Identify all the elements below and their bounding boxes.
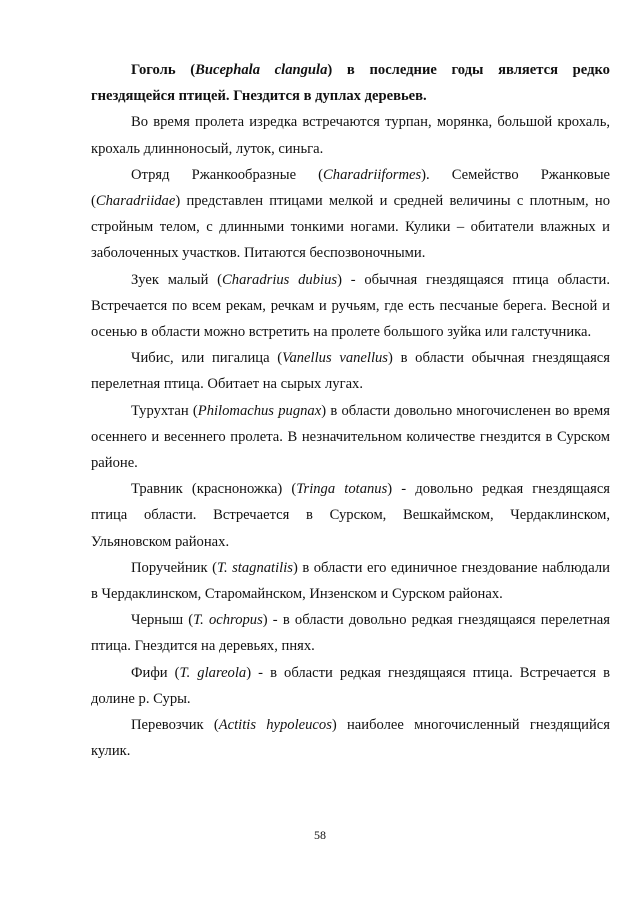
page-number: 58 bbox=[314, 828, 326, 842]
paragraph bbox=[91, 267, 610, 346]
paragraph bbox=[91, 607, 610, 659]
text-run: ) представлен птицами мелкой и средней величины с плотным, но стройным телом, с длинными тонкими ногами. Кулики – обитатели влажных и заболоченных участков. Питаются беспозвоночными. bbox=[91, 193, 610, 262]
latin-name: Charadrius dubius bbox=[222, 271, 338, 288]
paragraph bbox=[91, 660, 610, 712]
paragraph bbox=[91, 476, 610, 555]
latin-name: Tringa totanus bbox=[296, 481, 388, 498]
latin-name: Philomachus pugnax bbox=[197, 402, 322, 419]
text-run: ) в области обычная гнездящаяся перелетная птица. Обитает на сырых лугах. bbox=[91, 350, 610, 393]
latin-name: Vanellus vanellus bbox=[282, 350, 388, 367]
text-run: ) - в области редкая гнездящаяся птица. Встречается в долине р. Суры. bbox=[91, 664, 610, 707]
text-run: Во время пролета изредка встречаются турпан, морянка, большой крохаль, крохаль длинноносый, луток, синьга. bbox=[91, 114, 610, 157]
text-run: ) в области довольно многочисленен во время осеннего и весеннего пролета. В незначительном количестве гнездится в Сурском районе. bbox=[91, 402, 610, 472]
text-run: ). Семейство Ржанковые ( bbox=[91, 166, 610, 210]
latin-name: T. stagnatilis bbox=[216, 559, 293, 576]
text-run: ) в области его единичное гнездование наблюдали в Чердаклинском, Старомайнском, Инзенском и Сурском районах. bbox=[91, 559, 610, 603]
text-run: Турухтан ( bbox=[131, 402, 198, 419]
text-run: Отряд Ржанкообразные ( bbox=[131, 166, 324, 183]
body-text bbox=[91, 57, 610, 764]
text-run: Гоголь ( bbox=[131, 62, 196, 78]
latin-name: T. glareola bbox=[179, 664, 247, 681]
text-run: ) - в области довольно редкая гнездящаяся перелетная птица. Гнездится на деревьях, пнях. bbox=[91, 612, 610, 655]
text-run: ) в последние годы является редко гнездящейся птицей. Гнездится в дуплах деревьев. bbox=[91, 62, 610, 105]
text-run: Поручейник ( bbox=[131, 559, 217, 576]
text-run: Травник (красноножка) ( bbox=[131, 481, 297, 498]
text-run: ) наиболее многочисленный гнездящийся кулик. bbox=[91, 717, 610, 760]
paragraph bbox=[91, 345, 610, 397]
latin-name: T. ochropus bbox=[193, 612, 263, 629]
paragraph bbox=[91, 555, 610, 607]
latin-name: Bucephala clangula bbox=[195, 62, 328, 78]
text-run: ) - довольно редкая гнездящаяся птица области. Встречается в Сурском, Вешкаймском, Чердаклинском, Ульяновском районах. bbox=[91, 481, 611, 550]
paragraph bbox=[91, 398, 610, 477]
latin-name: Actitis hypoleucos bbox=[218, 717, 332, 734]
paragraph bbox=[91, 57, 610, 109]
text-run: Зуек малый ( bbox=[131, 271, 223, 288]
text-run: Перевозчик ( bbox=[131, 717, 219, 734]
paragraph bbox=[91, 162, 610, 267]
paragraph bbox=[91, 109, 610, 161]
latin-name: Charadriiformes bbox=[323, 166, 422, 183]
text-run: ) - обычная гнездящаяся птица области. Встречается по всем рекам, речкам и ручьям, где есть песчаные берега. Весной и осенью в области можно встретить на пролете большого зуйка или галстучника. bbox=[91, 271, 610, 341]
text-run: Фифи ( bbox=[131, 664, 180, 681]
text-run: Черныш ( bbox=[131, 612, 194, 629]
latin-name: Charadriidae bbox=[95, 193, 176, 210]
text-run: Чибис, или пигалица ( bbox=[131, 350, 283, 367]
paragraph bbox=[91, 712, 610, 764]
